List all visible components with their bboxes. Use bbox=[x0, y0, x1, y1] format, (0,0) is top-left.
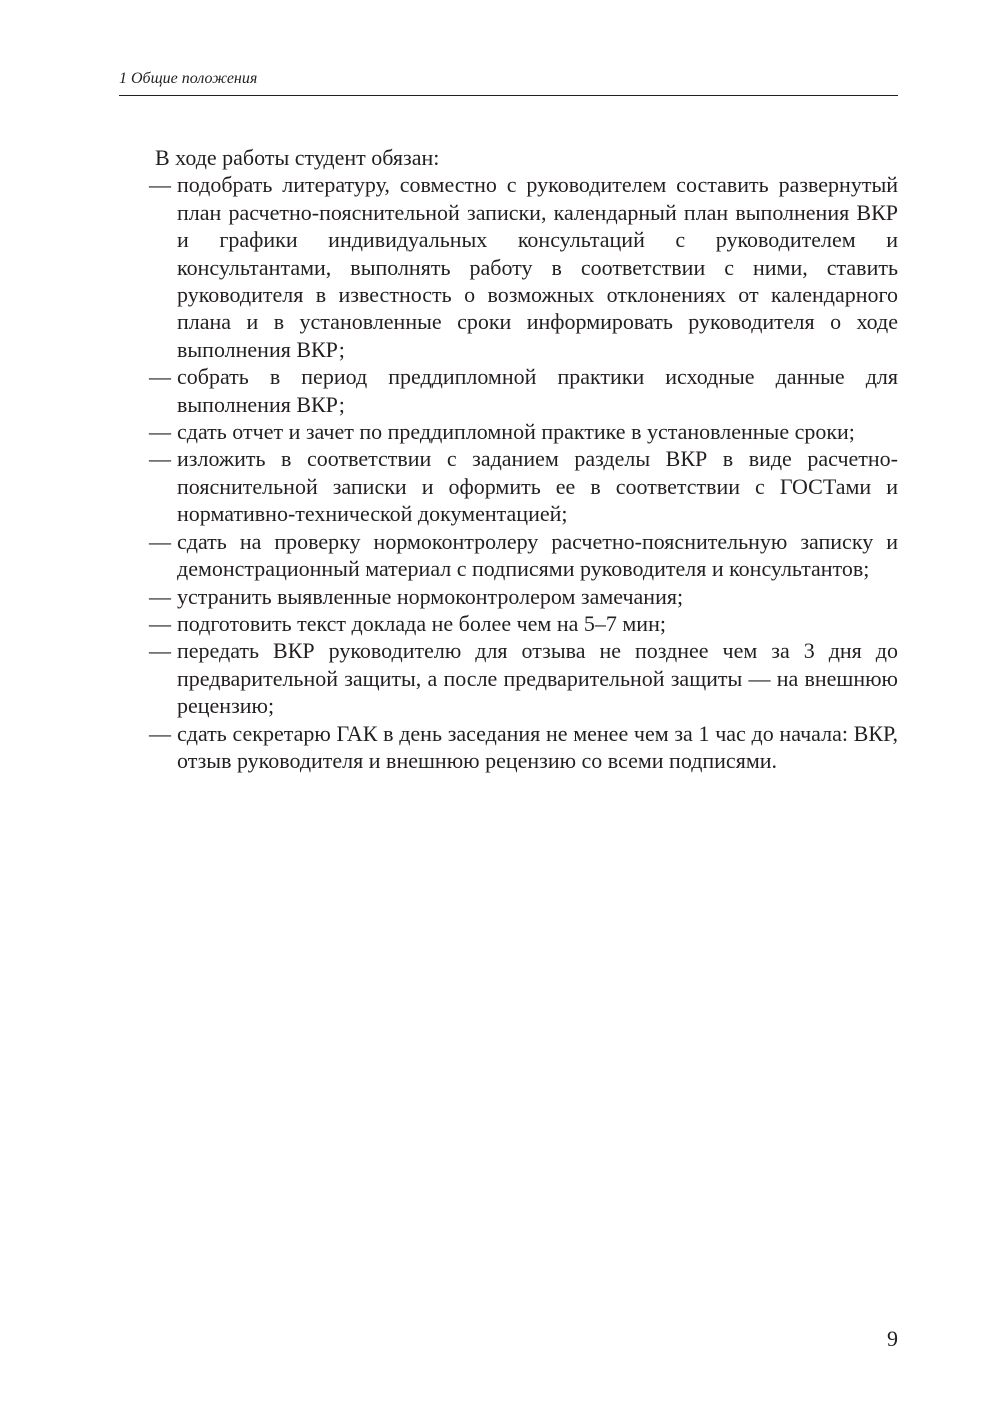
list-item bbox=[119, 445, 898, 527]
list-item-text: устранить выявленные нормоконтролером замечания; bbox=[177, 583, 684, 609]
list-item bbox=[119, 171, 898, 363]
list-item-text: сдать на проверку нормоконтролеру расчетно-пояснительную записку и демонстрационный материал с подписями руководителя и консультантов; bbox=[177, 528, 898, 582]
dash-marker: — bbox=[149, 583, 171, 609]
dash-marker: — bbox=[149, 419, 171, 445]
intro-text: В ходе работы студент обязан: bbox=[155, 145, 440, 170]
dash-marker: — bbox=[149, 528, 171, 554]
list-item bbox=[119, 610, 898, 637]
page-number: 9 bbox=[887, 1326, 898, 1351]
list-item bbox=[119, 363, 898, 418]
dash-marker: — bbox=[149, 610, 171, 636]
dash-marker: — bbox=[149, 364, 171, 390]
running-header bbox=[119, 66, 898, 96]
list-item bbox=[119, 528, 898, 583]
list-item bbox=[119, 418, 898, 445]
section-title: 1 Общие положения bbox=[119, 70, 258, 87]
list-item-text: подобрать литературу, совместно с руководителем составить развернутый план расчетно-пояснительной записки, календарный план выполнения ВКР и графики индивидуальных консультаций с руководителем и консультантами, выполнять работу в соответствии с ними, ставить руководителя в известность о возможных отклонениях от календарного плана и в установленные сроки информировать руководителя о ходе выполнения ВКР; bbox=[177, 172, 898, 362]
list-item-text: подготовить текст доклада не более чем на 5–7 мин; bbox=[177, 610, 666, 636]
list-item bbox=[119, 583, 898, 610]
list-item bbox=[119, 637, 898, 719]
page-body bbox=[119, 144, 898, 774]
dash-marker: — bbox=[149, 638, 171, 664]
list-item-text: собрать в период преддипломной практики исходные данные для выполнения ВКР; bbox=[177, 364, 898, 417]
dash-marker: — bbox=[149, 172, 171, 198]
dash-marker: — bbox=[149, 720, 171, 746]
duty-list bbox=[119, 171, 898, 774]
list-item-text: сдать секретарю ГАК в день заседания не менее чем за 1 час до начала: ВКР, отзыв руководителя и внешнюю рецензию со всеми подписями. bbox=[177, 720, 898, 773]
list-item-text: сдать отчет и зачет по преддипломной практике в установленные сроки; bbox=[177, 419, 855, 445]
list-item bbox=[119, 720, 898, 775]
list-item-text: передать ВКР руководителю для отзыва не позднее чем за 3 дня до предварительной защиты, а после предварительной защиты — на внешнюю рецензию; bbox=[177, 638, 898, 719]
list-item-text: изложить в соответствии с заданием разделы ВКР в виде расчетно-пояснительной записки и оформить ее в соответствии с ГОСТами и нормативно-технической документацией; bbox=[177, 446, 898, 527]
dash-marker: — bbox=[149, 446, 171, 472]
